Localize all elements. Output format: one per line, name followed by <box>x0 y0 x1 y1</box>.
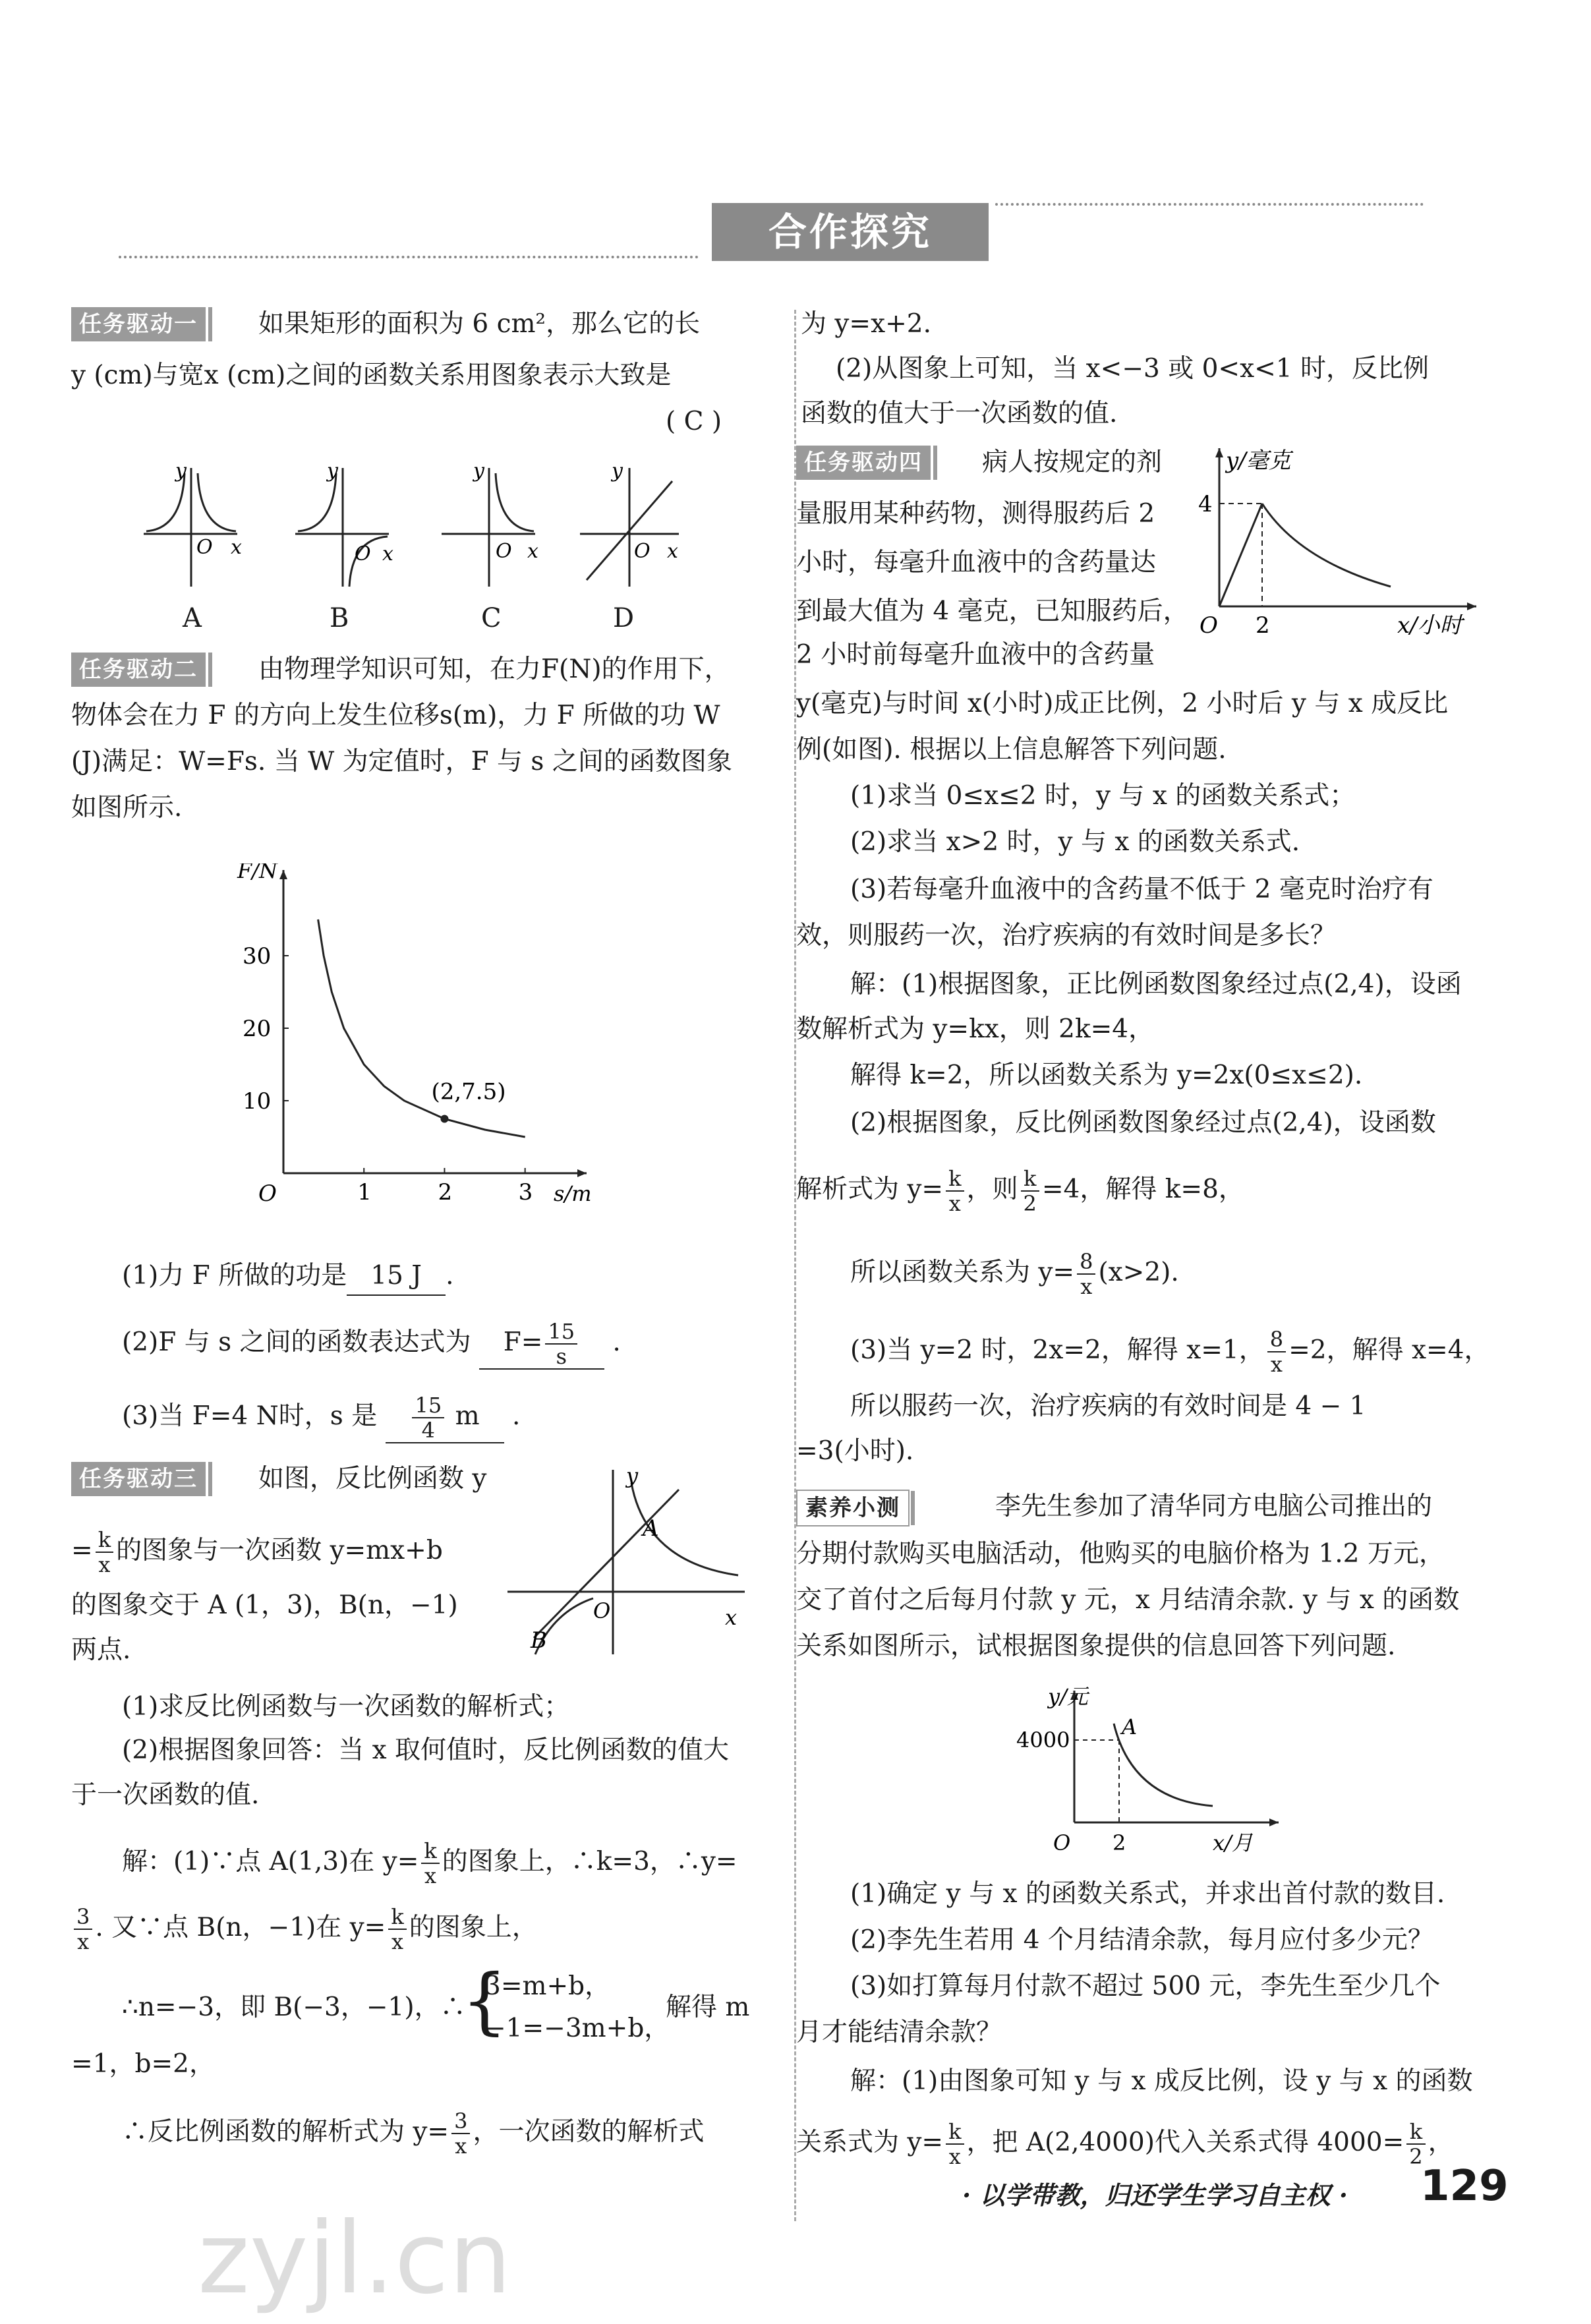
quiz-s1: 解：(1)由图象可知 y 与 x 成反比例，设 y 与 x 的函数 <box>850 2066 1473 2096</box>
task2-q2 <box>122 1320 621 1370</box>
choice-c-graph <box>442 459 538 587</box>
fig4-xlabel: x/小时 <box>1397 612 1462 639</box>
choice-a-label: A <box>183 603 202 633</box>
frac-num: 8 <box>1077 1250 1095 1275</box>
sol-text: =4，解得 k=8， <box>1041 1175 1244 1204</box>
svg-text:y: y <box>327 459 338 482</box>
task3-q2b: 于一次函数的值. <box>71 1780 260 1810</box>
y-axis-label: F/N <box>237 863 277 883</box>
frac-den: x <box>77 1929 90 1954</box>
y-tick-label: 20 <box>243 1016 272 1042</box>
quiz-l2: 分期付款购买电脑活动，他购买的电脑价格为 1.2 万元， <box>796 1539 1445 1569</box>
quiz-q3a: (3)如打算每月付款不超过 500 元，李先生至少几个 <box>850 1971 1441 2001</box>
fig3-a: A <box>643 1515 659 1542</box>
sol-fraction <box>388 1905 406 1954</box>
task2-q3-answer <box>386 1393 504 1443</box>
task2-tag: 任务驱动二 <box>71 653 206 687</box>
payment-figure <box>1015 1677 1292 1869</box>
choice-d-label: D <box>613 603 635 633</box>
task2-q1 <box>122 1258 454 1296</box>
fig3-x: x <box>725 1605 738 1630</box>
choice-c-label: C <box>481 603 502 633</box>
sol-text: 所以函数关系为 y= <box>850 1258 1075 1287</box>
data-point-label: (2,7.5) <box>431 1078 506 1105</box>
frac-den: 2 <box>1023 1191 1037 1216</box>
task3-line2 <box>71 1528 443 1577</box>
frac-num: k <box>946 2120 964 2145</box>
quiz-l3: 交了首付之后每月付款 y 元，x 月结清余款. y 与 x 的函数 <box>796 1585 1460 1615</box>
section-title: 合作探究 <box>712 203 989 261</box>
task4-s2a: (2)根据图象，反比例函数图象经过点(2,4)，设函数 <box>850 1108 1436 1138</box>
svg-text:y: y <box>612 459 623 482</box>
task4-line6: y(毫克)与时间 x(小时)成正比例，2 小时后 y 与 x 成反比 <box>796 689 1449 718</box>
watermark: zyjl.cn <box>198 2201 512 2316</box>
frac-den: x <box>1270 1352 1283 1377</box>
frac-num: 15 <box>545 1320 577 1345</box>
quiz-tag: 素养小测 <box>796 1490 910 1526</box>
x-axis-label: s/m <box>554 1181 592 1206</box>
task2-q2-suffix: . <box>612 1327 621 1357</box>
frac-num: 3 <box>451 2109 470 2134</box>
task3-sol2 <box>71 1905 538 1954</box>
task4-tag: 任务驱动四 <box>796 446 931 480</box>
task4-s1c: 解得 k=2，所以函数关系为 y=2x(0≤x≤2). <box>850 1060 1363 1090</box>
sol-text: (x>2). <box>1098 1258 1179 1287</box>
choice-b-label: B <box>330 603 349 633</box>
frac-num: k <box>421 1839 439 1864</box>
choice-a-graph <box>144 459 242 587</box>
sol-fraction <box>451 2109 470 2158</box>
task4-line3: 小时，每毫升血液中的含药量达 <box>796 548 1157 577</box>
task4-s4b: =3(小时). <box>796 1436 914 1466</box>
fig5-o: O <box>1053 1830 1071 1855</box>
sol-text: =2，解得 x=4， <box>1288 1335 1490 1365</box>
task3-sol3b: 解得 m <box>666 1992 750 2022</box>
task1-line2: y (cm)与宽x (cm)之间的函数关系用图象表示大致是 <box>71 361 672 390</box>
header-dots-right <box>995 203 1424 208</box>
task3-line3: 的图象交于 A (1，3)，B(n，−1) <box>71 1590 458 1620</box>
task2-q3-text: (3)当 F=4 N时，s 是 <box>122 1401 378 1431</box>
footer-motto: · 以学带教，归还学生学习自主权 · <box>962 2180 1348 2210</box>
fig4-xtick: 2 <box>1256 612 1270 639</box>
sol-fraction <box>1077 1250 1095 1298</box>
y-axis-arrow <box>279 870 287 879</box>
svg-text:y: y <box>175 459 187 482</box>
svg-text:x: x <box>667 540 678 563</box>
task2-q1-text: (1)力 F 所做的功是 <box>122 1261 347 1291</box>
frac-den: x <box>424 1863 437 1888</box>
fig5-xlabel: x/月 <box>1213 1830 1253 1855</box>
quiz-q1: (1)确定 y 与 x 的函数关系式，并求出首付款的数目. <box>850 1879 1445 1909</box>
task3-line1: 如图，反比例函数 y <box>258 1464 487 1494</box>
task3-k-over-x <box>96 1528 113 1577</box>
page-number: 129 <box>1420 2162 1509 2211</box>
task4-s3 <box>850 1327 1490 1376</box>
svg-text:O: O <box>496 540 512 563</box>
task4-line2: 量服用某种药物，测得服药后 2 <box>796 499 1155 529</box>
data-point <box>440 1115 448 1123</box>
frac-num: k <box>946 1167 964 1192</box>
task3-line2-text: 的图象与一次函数 y=mx+b <box>116 1536 443 1565</box>
sol-text: 关系式为 y= <box>796 2128 944 2157</box>
sol-text: 的图象上，∴k=3，∴y= <box>442 1847 738 1876</box>
eq-sign: = <box>71 1536 93 1565</box>
frac-num: 3 <box>74 1905 92 1930</box>
fig3-b: B <box>531 1627 547 1654</box>
task4-s1a: 解：(1)根据图象，正比例函数图象经过点(2,4)，设函 <box>850 970 1462 999</box>
fig3-o: O <box>593 1598 611 1623</box>
fig4-ylabel: y/毫克 <box>1226 448 1291 474</box>
frac-den: x <box>1080 1274 1093 1299</box>
task2-line3: (J)满足：W=Fs. 当 W 为定值时，F 与 s 之间的函数图象 <box>71 747 732 776</box>
sol-fraction <box>421 1839 439 1888</box>
task3-sys1: 3=m+b， <box>484 1971 611 2001</box>
task4-line7: 例(如图). 根据以上信息解答下列问题. <box>796 735 1227 765</box>
task3-figure <box>501 1463 751 1661</box>
frac-den: x <box>98 1552 111 1577</box>
right-cont1: 为 y=x+2. <box>801 309 931 339</box>
frac-num: k <box>96 1528 113 1553</box>
quiz-q2: (2)李先生若用 4 个月结清余款，每月应付多少元？ <box>850 1925 1433 1955</box>
sol-text: ∴反比例函数的解析式为 y= <box>122 2117 449 2147</box>
frac-den: x <box>455 2134 467 2159</box>
system-brace: { <box>461 1958 507 2043</box>
task3-tag: 任务驱动三 <box>71 1462 206 1496</box>
svg-text:x: x <box>231 536 242 559</box>
header-dots-left <box>119 256 699 261</box>
task3-sol5 <box>122 2109 704 2158</box>
frac-den: x <box>391 1929 404 1954</box>
task2-q3-fraction <box>412 1393 444 1442</box>
fig5-xtick: 2 <box>1113 1830 1126 1855</box>
task2-q3-unit: m <box>455 1401 480 1431</box>
right-cont2: (2)从图象上可知，当 x<−3 或 0<x<1 时，反比例 <box>836 354 1429 384</box>
fig4-ytick: 4 <box>1198 491 1213 517</box>
sol-fraction <box>1021 1167 1039 1215</box>
task3-sol3: ∴n=−3，即 B(−3，−1)，∴ <box>122 1992 466 2022</box>
sol-text: ，则 <box>966 1175 1018 1204</box>
fig4-o: O <box>1200 612 1218 639</box>
task4-q3a: (3)若每毫升血液中的含药量不低于 2 毫克时治疗有 <box>850 875 1433 904</box>
frac-num: 15 <box>412 1393 444 1418</box>
task2-q2-lhs: F= <box>503 1327 543 1357</box>
frac-num: k <box>388 1905 406 1930</box>
task4-s4a: 所以服药一次，治疗疾病的有效时间是 4 − 1 <box>850 1391 1366 1421</box>
y-tick-label: 10 <box>243 1088 272 1115</box>
task4-line1: 病人按规定的剂 <box>982 448 1163 477</box>
task2-q2-fraction <box>545 1320 577 1368</box>
task1-answer: ( C ) <box>666 407 722 436</box>
sol-fraction <box>74 1905 92 1954</box>
task2-q2-text: (2)F 与 s 之间的函数表达式为 <box>122 1327 471 1357</box>
svg-text:x: x <box>527 540 538 563</box>
quiz-l4: 关系如图所示，试根据图象提供的信息回答下列问题. <box>796 1631 1396 1661</box>
frac-num: k <box>1021 1167 1039 1192</box>
task2-q1-suffix: . <box>446 1261 454 1291</box>
x-tick-label: 2 <box>438 1179 453 1206</box>
task3-sys2: −1=−3m+b， <box>484 2014 670 2043</box>
x-tick-label: 1 <box>357 1179 372 1206</box>
task1-tag: 任务驱动一 <box>71 307 206 341</box>
force-displacement-chart <box>231 863 600 1233</box>
drug-concentration-figure <box>1180 435 1490 646</box>
sol-text: ， <box>1428 2128 1454 2157</box>
task4-line5: 2 小时前每毫升血液中的含药量 <box>796 640 1155 670</box>
task4-line4: 到最大值为 4 毫克，已知服药后， <box>796 596 1189 626</box>
origin-label: O <box>258 1180 277 1207</box>
sol-text: 的图象上， <box>409 1913 538 1942</box>
task4-s2c <box>850 1250 1179 1298</box>
sol-text: ，把 A(2,4000)代入关系式得 4000= <box>966 2128 1404 2157</box>
svg-text:x: x <box>382 542 393 566</box>
quiz-l1: 李先生参加了清华同方电脑公司推出的 <box>995 1492 1433 1521</box>
choice-b-graph <box>295 459 393 587</box>
task2-q1-answer: 15 J <box>347 1258 446 1296</box>
task4-s2b <box>796 1167 1244 1215</box>
fig3-y: y <box>626 1463 639 1488</box>
svg-text:O: O <box>355 542 371 566</box>
sol-fraction <box>1267 1327 1286 1376</box>
fig5-ylabel: y/元 <box>1048 1684 1088 1709</box>
task3-q1: (1)求反比例函数与一次函数的解析式； <box>122 1692 570 1722</box>
task2-line4: 如图所示. <box>71 793 183 823</box>
frac-den: 2 <box>1409 2144 1423 2169</box>
sol-fraction <box>946 2120 964 2168</box>
sol-fraction <box>1406 2120 1425 2168</box>
fig5-ytick: 4000 <box>1016 1728 1070 1753</box>
task3-line4: 两点. <box>71 1635 131 1665</box>
frac-num: k <box>1406 2120 1425 2145</box>
sol-text: 解：(1)∵点 A(1,3)在 y= <box>122 1847 419 1876</box>
task2-q2-answer <box>479 1320 604 1370</box>
task3-sol1 <box>122 1839 738 1888</box>
frac-den: s <box>556 1344 567 1369</box>
task3-sol4: =1，b=2， <box>71 2049 215 2079</box>
task2-line1: 由物理学知识可知，在力F(N)的作用下， <box>258 654 730 684</box>
frac-den: x <box>948 1191 961 1216</box>
fig5-point: A <box>1122 1714 1138 1739</box>
quiz-q3b: 月才能结清余款？ <box>796 2018 1002 2047</box>
quiz-s2 <box>796 2120 1454 2168</box>
x-tick-label: 3 <box>518 1179 533 1206</box>
sol-fraction <box>946 1167 964 1215</box>
task1-choices-figure <box>132 455 712 613</box>
task4-q1: (1)求当 0≤x≤2 时，y 与 x 的函数关系式； <box>850 781 1356 811</box>
sol-text: . 又∵点 B(n，−1)在 y= <box>95 1913 386 1942</box>
svg-text:O: O <box>634 540 651 563</box>
svg-text:O: O <box>196 536 213 559</box>
task4-q2: (2)求当 x>2 时，y 与 x 的函数关系式. <box>850 827 1300 857</box>
frac-den: 4 <box>421 1418 435 1443</box>
task4-q3b: 效，则服药一次，治疗疾病的有效时间是多长？ <box>796 921 1337 950</box>
sol-text: (3)当 y=2 时，2x=2，解得 x=1， <box>850 1335 1265 1365</box>
choice-d-graph <box>580 459 679 587</box>
frac-num: 8 <box>1267 1327 1286 1352</box>
task2-q3 <box>122 1393 520 1443</box>
y-tick-label: 30 <box>243 943 272 970</box>
sol-text: ，一次函数的解析式 <box>473 2117 705 2147</box>
task3-q2a: (2)根据图象回答：当 x 取何值时，反比例函数的值大 <box>122 1735 730 1765</box>
right-cont3: 函数的值大于一次函数的值. <box>801 399 1118 428</box>
frac-den: x <box>948 2144 961 2169</box>
task2-line2: 物体会在力 F 的方向上发生位移s(m)，力 F 所做的功 W <box>71 701 720 730</box>
x-axis-arrow <box>577 1169 587 1177</box>
sol-text: 解析式为 y= <box>796 1175 944 1204</box>
task1-line1: 如果矩形的面积为 6 cm²，那么它的长 <box>258 309 701 339</box>
task2-q3-suffix: . <box>511 1401 521 1431</box>
task4-s1b: 数解析式为 y=kx，则 2k=4， <box>796 1014 1155 1044</box>
svg-text:y: y <box>473 459 484 482</box>
